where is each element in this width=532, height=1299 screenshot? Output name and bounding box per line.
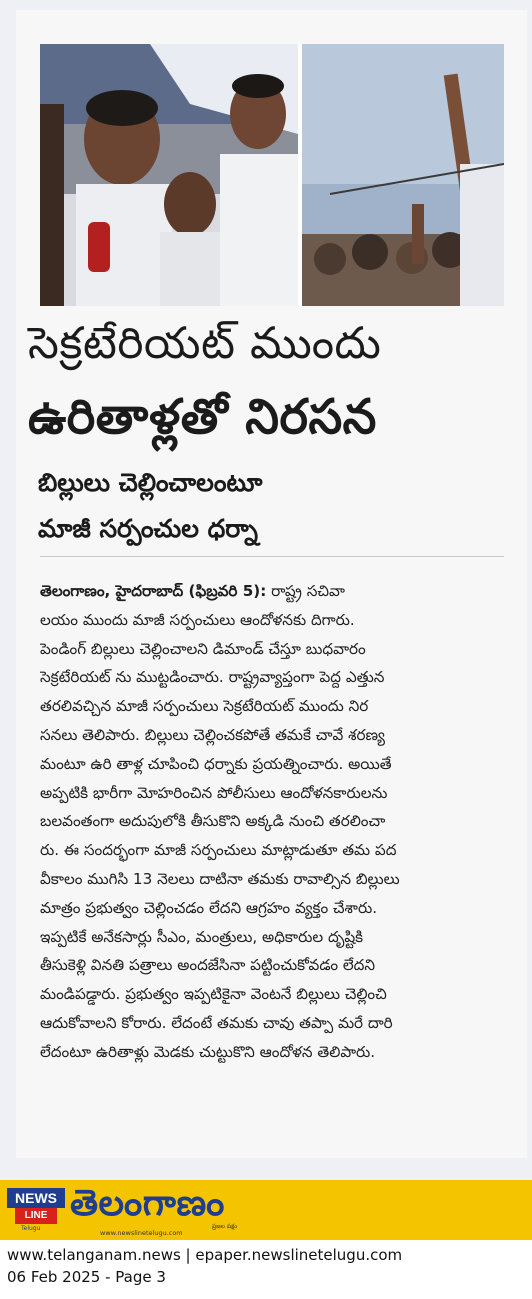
body-line: ఆదుకోవాలని కోరారు. లేదంటే తమకు చావు తప్పా మరే దారి <box>40 1013 393 1032</box>
article-body <box>40 577 506 1067</box>
logo-sub-text: Telugu <box>21 1225 41 1232</box>
brand-tagline: ప్రజల పక్షం <box>212 1223 238 1230</box>
subheadline-line-2: మాజీ సర్పంచుల ధర్నా <box>38 514 258 543</box>
newsline-logo[interactable] <box>7 1188 65 1232</box>
logo-news-text: NEWS <box>7 1188 65 1208</box>
body-line: మంటూ ఉరి తాళ్ల చూపించి ధర్నాకు ప్రయత్నించారు. అయితే <box>40 754 392 773</box>
subheadline-line-1: బిల్లులు చెల్లించాలంటూ <box>38 468 263 497</box>
body-line: తీసుకెళ్లి వినతి పత్రాలు అందజేసినా పట్టించుకోవడం లేదని <box>40 956 376 975</box>
body-line-text: రాష్ట్ర సచివా <box>266 582 345 600</box>
brand-name: తెలంగాణం <box>70 1183 225 1224</box>
footer-date-page: 06 Feb 2025 - Page 3 <box>7 1268 166 1286</box>
body-line: వీకాలం ముగిసి 13 నెలలు దాటినా తమకు రావాల్సిన బిల్లులు <box>40 869 400 888</box>
body-line: అప్పటికి భారీగా మోహరించిన పోలీసులు ఆందోళనకారులను <box>40 783 388 802</box>
body-line: రు. ఈ సందర్భంగా మాజీ సర్పంచులు మాట్లాడుతూ తమ పద <box>40 841 397 860</box>
body-line: ఇప్పటికే అనేకసార్లు సీఎం, మంత్రులు, అధికారుల దృష్టికి <box>40 927 364 946</box>
body-line: మాత్రం ప్రభుత్వం చెల్లించడం లేదని ఆగ్రహం వ్యక్తం చేశారు. <box>40 898 378 917</box>
body-line: పెండింగ్ బిల్లులు చెల్లించాలని డిమాండ్ చేస్తూ బుధవారం <box>40 639 366 658</box>
body-line <box>40 577 506 606</box>
article-photo <box>40 44 504 306</box>
divider <box>40 556 504 557</box>
headline-line-2: ఉరితాళ్లతో నిరసన <box>28 389 377 445</box>
dateline: తెలంగాణం, హైదరాబాద్ (ఫిబ్రవరి 5): <box>40 582 267 600</box>
body-line: లేదంటూ ఉరితాళ్లు మెడకు చుట్టుకొని ఆందోళన తెలిపారు. <box>40 1042 376 1061</box>
body-line: బలవంతంగా అదుపులోకి తీసుకొని అక్కడి నుంచి తరలించా <box>40 812 386 831</box>
logo-line-text: LINE <box>15 1208 57 1224</box>
headline-line-1: సెక్రటేరియట్ ముందు <box>28 318 382 369</box>
footer-banner <box>0 1180 532 1240</box>
body-line: సెక్రటేరియట్ ను ముట్టడించారు. రాష్ట్రవ్యాప్తంగా పెద్ద ఎత్తున <box>40 668 385 687</box>
body-line: లయం ముందు మాజీ సర్పంచులు ఆందోళనకు దిగారు. <box>40 610 355 629</box>
brand-url: www.newslinetelugu.com <box>100 1229 183 1237</box>
footer-links[interactable]: www.telanganam.news | epaper.newslinetelugu.com <box>7 1246 403 1264</box>
body-line: సనలు తెలిపారు. బిల్లులు చెల్లించకపోతే తమకే చావే శరణ్య <box>40 725 385 744</box>
body-line: మండిపడ్డారు. ప్రభుత్వం ఇప్పటికైనా వెంటనే బిల్లులు చెల్లించి <box>40 985 387 1004</box>
body-line: తరలివచ్చిన మాజీ సర్పంచులు సెక్రటేరియట్ ముందు నిర <box>40 697 369 716</box>
